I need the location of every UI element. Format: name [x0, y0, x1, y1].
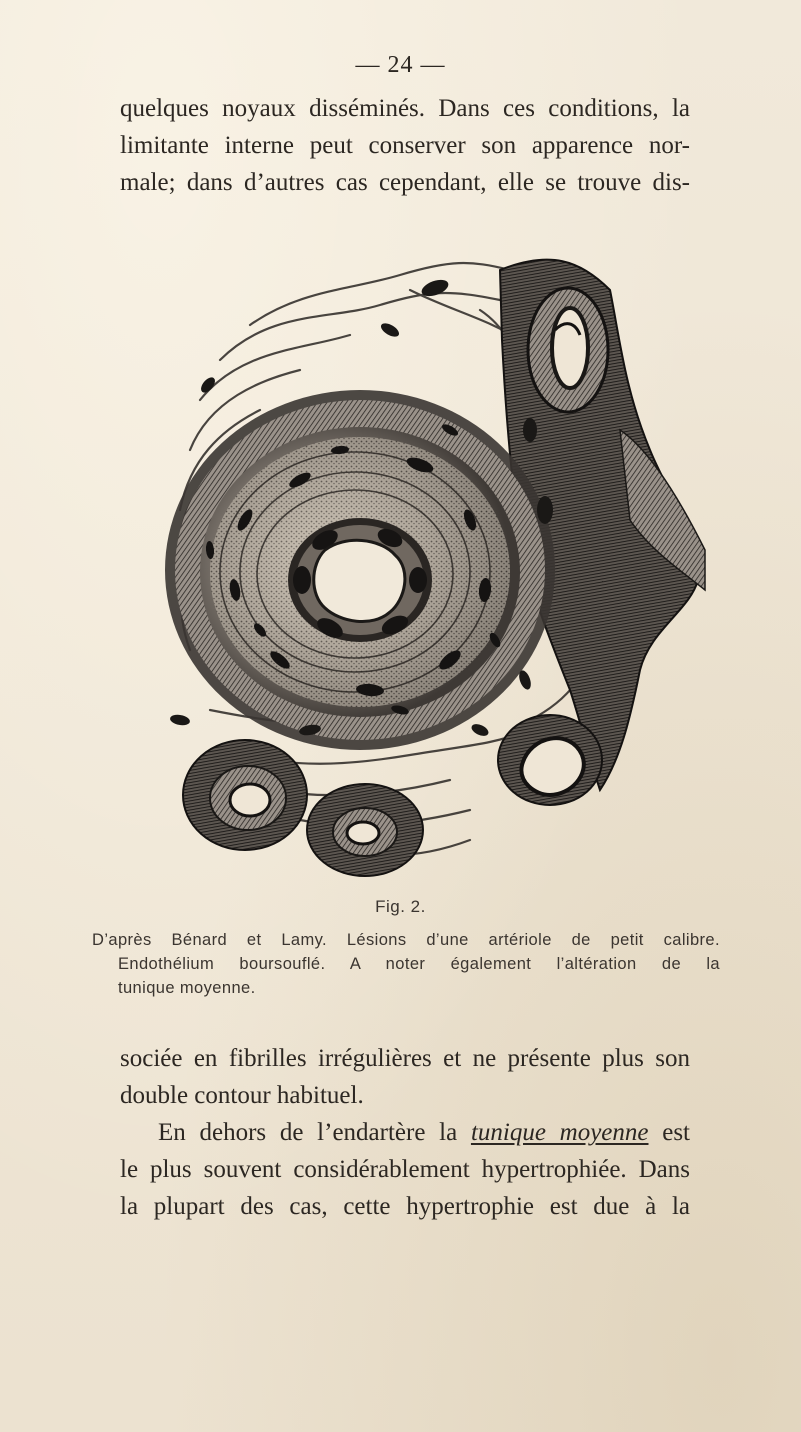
- text-line: le plus souvent considérablement hypertrophiée. Dans: [120, 1156, 690, 1183]
- text-line: sociée en fibrilles irrégulières et ne présente plus son: [120, 1045, 690, 1072]
- histology-drawing: [150, 250, 710, 895]
- text-line: limitante interne peut conserver son apparence nor-: [120, 132, 690, 159]
- page-number: — 24 —: [355, 52, 446, 78]
- text-fragment: est: [648, 1119, 690, 1146]
- emphasized-term: tunique moyenne: [470, 1119, 649, 1146]
- text-line: quelques noyaux disséminés. Dans ces conditions, la: [120, 95, 690, 122]
- text-line: la plupart des cas, cette hypertrophie est due à la: [120, 1193, 690, 1220]
- paragraph-top: [120, 90, 690, 201]
- caption-line: D’après Bénard et Lamy. Lésions d’une artériole de petit calibre.: [92, 931, 720, 949]
- text-line: male; dans d’autres cas cependant, elle se trouve dis-: [120, 169, 690, 196]
- figure-label: Fig. 2.: [375, 897, 426, 916]
- text-line: double contour habituel.: [120, 1082, 364, 1109]
- caption-line: tunique moyenne.: [118, 979, 256, 997]
- caption-line: Endothélium boursouflé. A noter également l’altération de la: [118, 955, 720, 973]
- figure-arteriole-illustration: [150, 250, 710, 895]
- text-line-with-emphasis: [120, 1114, 690, 1151]
- paragraph-bottom: [120, 1040, 690, 1225]
- text-fragment: En dehors de l’endartère la: [158, 1119, 471, 1146]
- figure-caption: [92, 928, 720, 1000]
